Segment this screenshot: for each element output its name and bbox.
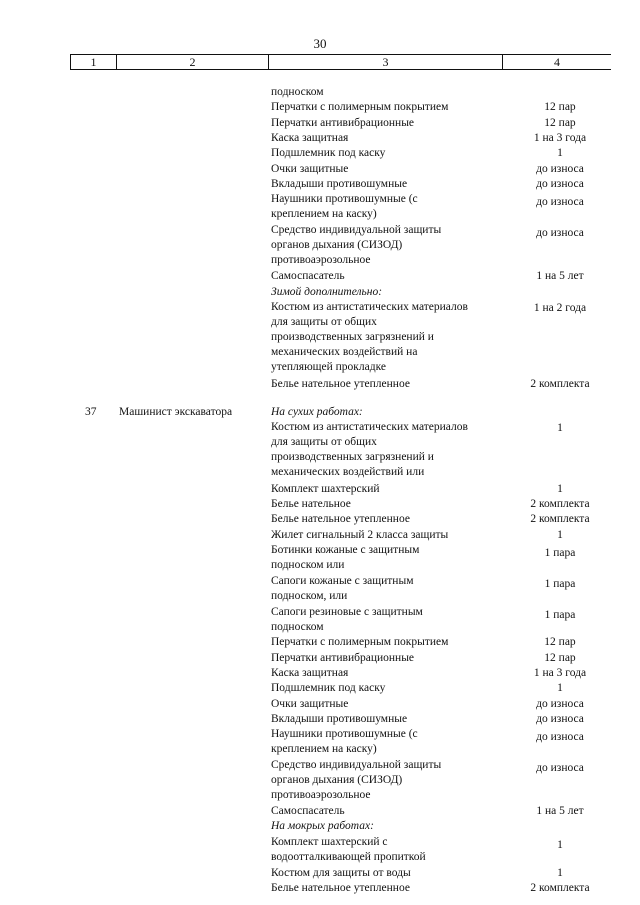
item-quantity: 2 комплекта xyxy=(530,498,590,511)
item-description: Перчатки антивибрационные xyxy=(271,651,415,664)
item-description: Белье нательное xyxy=(271,498,351,511)
item-description: Перчатки антивибрационные xyxy=(271,116,415,129)
item-description: Костюм из антистатических материалов для защиты от общих производственных загрязнений и механических воздействий на утепляющей прокладке xyxy=(271,300,468,373)
item-quantity: 12 пар xyxy=(544,101,576,114)
item-quantity: 2 комплекта xyxy=(530,513,590,526)
item-description: Костюм для защиты от воды xyxy=(271,866,411,879)
item-description: Каска защитная xyxy=(271,132,349,145)
column-header-4: 4 xyxy=(554,55,560,69)
item-quantity: 1 на 3 года xyxy=(533,666,587,679)
item-description: Самоспасатель xyxy=(271,270,345,283)
item-quantity: 2 комплекта xyxy=(530,377,590,390)
item-quantity: 1 пара xyxy=(544,547,576,560)
item-quantity: 1 xyxy=(557,147,563,160)
item-description: Комплект шахтерский xyxy=(271,482,380,495)
item-quantity: до износа xyxy=(536,731,584,744)
row-number: 37 xyxy=(85,406,97,418)
item-quantity: до износа xyxy=(536,196,584,209)
item-quantity: 1 xyxy=(557,482,563,495)
item-description: Наушники противошумные (с креплением на каску) xyxy=(271,728,418,756)
item-quantity: 2 комплекта xyxy=(530,881,590,894)
item-description: Вкладыши противошумные xyxy=(271,713,408,725)
item-description: Очки защитные xyxy=(271,162,349,175)
item-quantity: 1 на 2 года xyxy=(533,301,587,314)
section-heading: Зимой дополнительно: xyxy=(271,285,383,298)
item-description: Средство индивидуальной защиты органов дыхания (СИЗОД) противоаэрозольное xyxy=(271,224,442,267)
column-header-2: 2 xyxy=(117,55,269,69)
item-quantity: 1 xyxy=(557,528,563,541)
item-description: Подшлемник под каску xyxy=(271,682,386,695)
item-quantity: до износа xyxy=(536,713,584,725)
section-heading: На мокрых работах: xyxy=(271,820,374,833)
item-description: Костюм из антистатических материалов для защиты от общих производственных загрязнений и механических воздействий или xyxy=(271,421,468,479)
item-description: Белье нательное утепленное xyxy=(271,377,410,390)
item-description: Очки защитные xyxy=(271,697,349,710)
item-description: Средство индивидуальной защиты органов дыхания (СИЗОД) противоаэрозольное xyxy=(271,759,442,802)
item-description: Ботинки кожаные с защитным подноском или xyxy=(271,544,420,572)
item-quantity: 1 на 5 лет xyxy=(536,805,584,818)
item-quantity: 1 xyxy=(557,682,563,695)
item-description: Вкладыши противошумные xyxy=(271,178,408,191)
item-description: Самоспасатель xyxy=(271,805,345,818)
item-quantity: 1 пара xyxy=(544,608,576,621)
item-quantity: 1 пара xyxy=(544,577,576,590)
item-quantity: 12 пар xyxy=(544,651,576,664)
item-quantity: 1 на 3 года xyxy=(533,132,587,145)
item-quantity: 1 на 5 лет xyxy=(536,270,584,283)
item-description: Перчатки с полимерным покрытием xyxy=(271,101,449,114)
item-description: Каска защитная xyxy=(271,666,349,679)
item-description: Наушники противошумные (с креплением на каску) xyxy=(271,193,418,221)
column-header-3: 3 xyxy=(269,55,503,69)
column-header-1: 1 xyxy=(71,55,117,69)
item-quantity: 1 xyxy=(557,866,563,879)
item-description: Жилет сигнальный 2 класса защиты xyxy=(271,528,449,541)
item-description: Белье нательное утепленное xyxy=(271,513,410,526)
item-quantity: до износа xyxy=(536,697,584,710)
page-number: 30 xyxy=(313,36,327,51)
item-description: Белье нательное утепленное xyxy=(271,881,410,894)
item-quantity: до износа xyxy=(536,162,584,175)
item-quantity: 12 пар xyxy=(544,116,576,129)
item-description: Комплект шахтерский с водоотталкивающей пропиткой xyxy=(271,835,426,863)
item-quantity: до износа xyxy=(536,762,584,775)
section-heading: На сухих работах: xyxy=(271,406,363,418)
item-description: Подшлемник под каску xyxy=(271,147,386,160)
table-column-header xyxy=(70,54,611,70)
item-description: Сапоги резиновые с защитным подноском xyxy=(271,605,423,633)
item-quantity: 1 xyxy=(557,838,563,851)
item-description: подноском xyxy=(271,86,324,98)
item-description: Сапоги кожаные с защитным подноском, или xyxy=(271,574,414,602)
item-quantity: 1 xyxy=(557,422,563,435)
occupation-name: Машинист экскаватора xyxy=(119,406,233,418)
item-quantity: 12 пар xyxy=(544,636,576,649)
item-quantity: до износа xyxy=(536,178,584,191)
item-quantity: до износа xyxy=(536,227,584,240)
item-description: Перчатки с полимерным покрытием xyxy=(271,636,449,649)
